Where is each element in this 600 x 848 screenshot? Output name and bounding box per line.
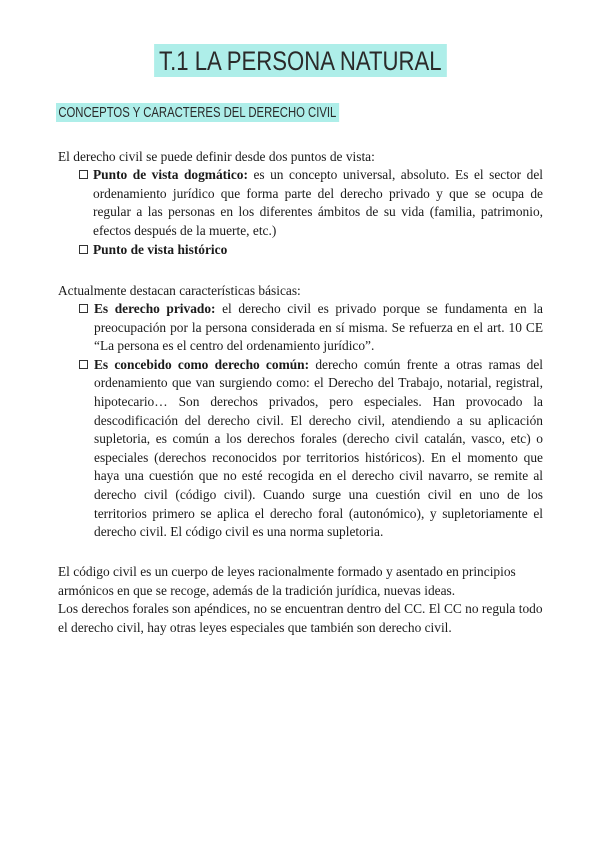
closing-paragraph: Los derechos forales son apéndices, no se encuentran dentro del CC. El CC no regula todo el derecho civil, hay otras leyes especiales que también son derecho civil. bbox=[58, 601, 543, 635]
item-text: es un concepto universal, absoluto. Es el sector del ordenamiento jurídico que forma parte del derecho privado y que se ocupa de regular a las personas en los diferentes ámbitos de su vida (familia, patrimonio, efectos después de la muerte, etc.) bbox=[93, 167, 543, 238]
list-item bbox=[93, 241, 543, 260]
intro-points-of-view: El derecho civil se puede definir desde dos puntos de vista: bbox=[58, 149, 375, 164]
item-label: Es derecho privado: bbox=[94, 301, 216, 316]
item-label: Es concebido como derecho común: bbox=[94, 356, 310, 372]
closing-paragraphs bbox=[58, 563, 548, 637]
item-text: derecho común frente a otras ramas del ordenamiento que van surgiendo como: el Derecho del Trabajo, notarial, registral, hipotecario… Son derechos privados, pero especiales. Han provocado la descodificación del derecho civil. El derecho civil, atendiendo a su aplicación supletoria, es común a los derechos forales (derecho civil catalán, vasco, etc) o especiales (derechos reconocidos por territorios históricos). En el momento que haya una cuestión que no esté recogida en el derecho civil navarro, se remite al derecho civil (código civil). Cuando surge una cuestión civil en uno de los territorios primero se aplica el derecho foral (autonómico), y supletoriamente el derecho civil. El código civil es una norma supletoria. bbox=[94, 356, 544, 540]
checkbox-bullet-icon bbox=[79, 170, 88, 179]
item-label: Punto de vista histórico bbox=[93, 242, 228, 258]
page-title: T.1 LA PERSONA NATURAL bbox=[154, 44, 446, 77]
item-label: Punto de vista dogmático: bbox=[93, 167, 248, 182]
checkbox-bullet-icon bbox=[79, 304, 88, 313]
list-item bbox=[80, 356, 543, 542]
section-heading-container bbox=[56, 103, 419, 122]
item-text: el derecho civil es privado porque se fundamenta en la preocupación por la persona considerada en sí misma. Se refuerza en el art. 10 CE “La persona es el centro del ordenamiento jurídico”. bbox=[94, 301, 543, 354]
checkbox-bullet-icon bbox=[79, 360, 88, 369]
title-container bbox=[0, 44, 600, 77]
section-heading: CONCEPTOS Y CARACTERES DEL DERECHO CIVIL bbox=[56, 103, 339, 122]
intro-characteristics: Actualmente destacan características básicas: bbox=[58, 283, 301, 298]
checkbox-bullet-icon bbox=[79, 245, 88, 254]
characteristics-list bbox=[80, 300, 543, 542]
points-of-view-list bbox=[93, 166, 543, 260]
list-item bbox=[80, 300, 543, 356]
closing-paragraph: El código civil es un cuerpo de leyes racionalmente formado y asentado en principios armónicos en que se recoge, además de la tradición jurídica, nuevas ideas. bbox=[58, 564, 516, 598]
list-item bbox=[93, 166, 543, 240]
